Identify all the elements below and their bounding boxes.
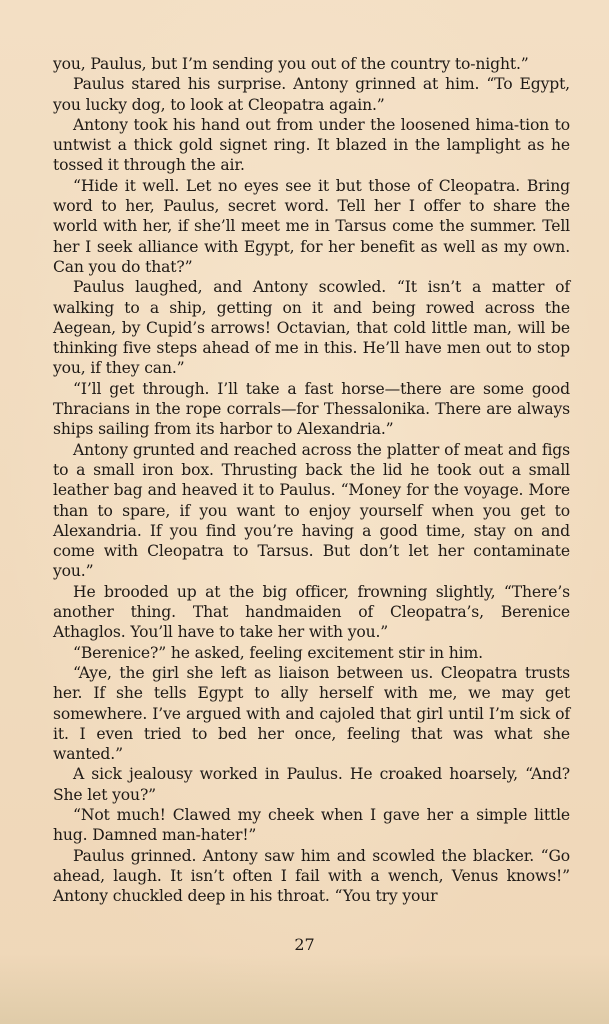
body-text — [53, 54, 570, 906]
paragraph: Antony took his hand out from under the loosened hima-tion to untwist a thick gold signet ring. It blazed in the lamplight as he tossed it through the air. — [53, 115, 570, 175]
page-number: 27 — [294, 935, 315, 954]
paragraph: “Not much! Clawed my cheek when I gave her a simple little hug. Damned man-hater!” — [53, 805, 570, 845]
paragraph: “I’ll get through. I’ll take a fast horse—there are some good Thracians in the rope corrals—for Thessalonika. There are always ships sailing from its harbor to Alexandria.” — [53, 379, 570, 439]
paragraph: “Aye, the girl she left as liaison between us. Cleopatra trusts her. If she tells Egypt to ally herself with me, we may get somewhere. I’ve argued with and cajoled that girl until I’m sick of it. I even tried to bed her once, feeling that was what she wanted.” — [53, 663, 570, 764]
paragraph: Antony grunted and reached across the platter of meat and figs to a small iron box. Thrusting back the lid he took out a small leather bag and heaved it to Paulus. “Money for the voyage. More than to spare, if you want to enjoy yourself when you get to Alexandria. If you find you’re having a good time, stay on and come with Cleopatra to Tarsus. But don’t let her contaminate you.” — [53, 440, 570, 581]
paragraph: you, Paulus, but I’m sending you out of the country to-night.” — [53, 55, 529, 73]
page-edge-stain — [0, 954, 609, 1024]
paragraph: He brooded up at the big officer, frowning slightly, “There’s another thing. That handmaiden of Cleopatra’s, Berenice Athaglos. You’ll have to take her with you.” — [53, 582, 570, 642]
paragraph: Paulus stared his surprise. Antony grinned at him. “To Egypt, you lucky dog, to look at Cleopatra again.” — [53, 75, 570, 114]
paragraph: “Berenice?” he asked, feeling excitement stir in him. — [73, 643, 483, 662]
paragraph: Paulus laughed, and Antony scowled. “It isn’t a matter of walking to a ship, getting on it and being rowed across the Aegean, by Cupid’s arrows! Octavian, that cold little man, will be thinking five steps ahead of me in this. He’ll have men out to stop you, if they can.” — [53, 278, 570, 378]
paragraph: Paulus grinned. Antony saw him and scowled the blacker. “Go ahead, laugh. It isn’t often I fail with a wench, Venus knows!” Antony chuckled deep in his throat. “You try your — [53, 846, 570, 906]
paragraph: “Hide it well. Let no eyes see it but those of Cleopatra. Bring word to her, Paulus, secret word. Tell her I offer to share the world with her, if she’ll meet me in Tarsus come the summer. Tell her I seek alliance with Egypt, for her benefit as well as my own. Can you do that?” — [53, 176, 570, 276]
paragraph: A sick jealousy worked in Paulus. He croaked hoarsely, “And? She let you?” — [53, 765, 570, 804]
